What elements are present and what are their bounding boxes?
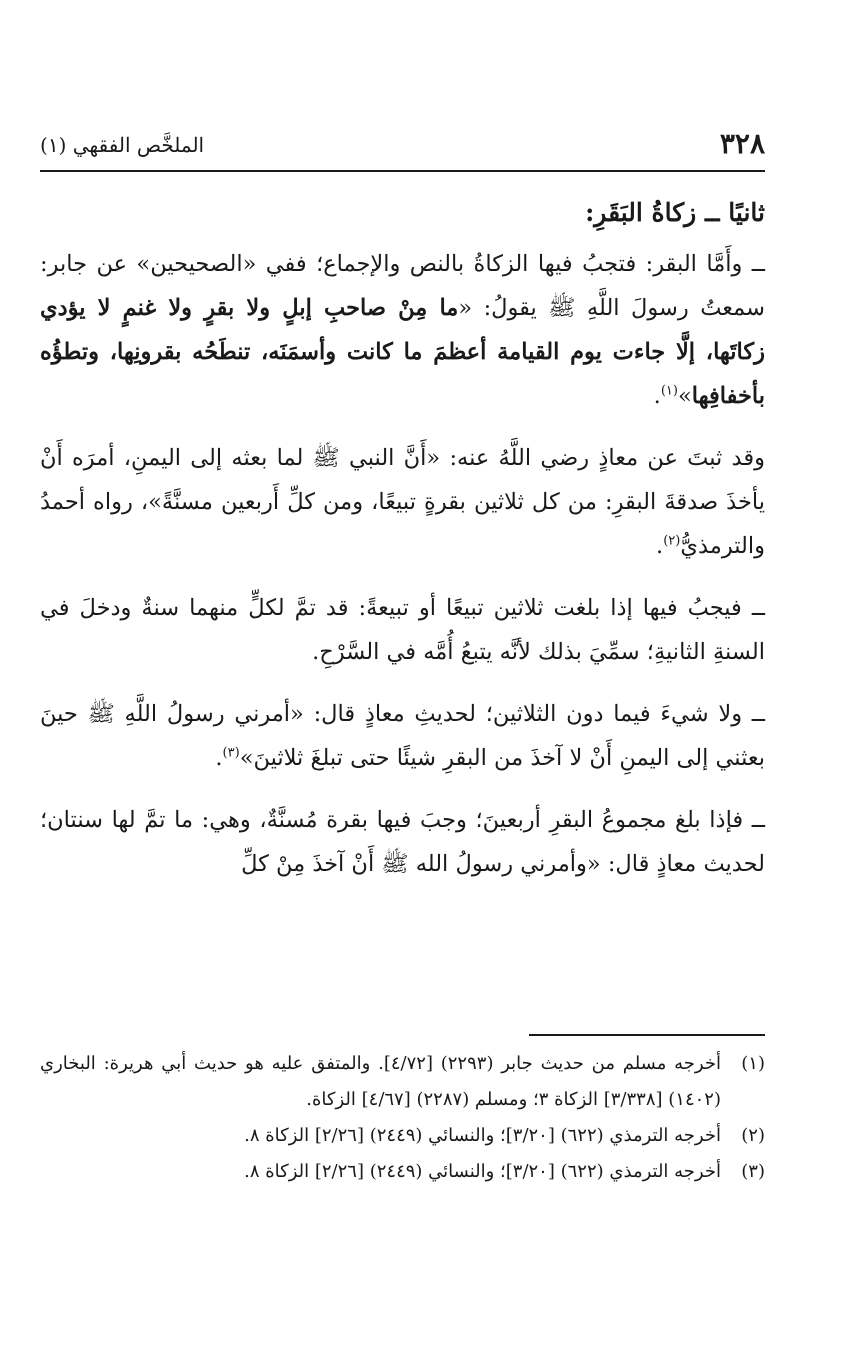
footnote-text: أخرجه الترمذي (٦٢٢) [٣/٢٠]؛ والنسائي (٢٤٤٩) [٢/٢٦] الزكاة ٨. [244,1161,721,1182]
paragraph-end: . [656,533,664,559]
hadith-text: ما مِنْ صاحبِ إبلٍ ولا بقرٍ ولا غنمٍ لا يؤدي زكاتَها، إلَّا جاءت يوم القيامة أعظمَ ما كانت وأسمَنَه، تنطَحُه بقرونِها، وتطؤُه بأخفافِها [40,295,765,409]
footnote-ref-3[interactable]: (٣) [222,745,240,761]
quote-close: » [677,383,692,409]
book-title: الملخَّص الفقهي (١) [40,133,205,157]
paragraph-4 [40,692,765,780]
paragraph-2 [40,436,765,568]
footnote-ref-1[interactable]: (١) [660,383,678,399]
footnote-2 [40,1118,765,1154]
footnote-3 [40,1154,765,1190]
paragraph-2-text: وقد ثبتَ عن معاذٍ رضي اللَّهُ عنه: «أَنَّ النبي ﷺ لما بعثه إلى اليمنِ، أمرَه أَنْ يأخذَ صدقةَ البقرِ: من كل ثلاثين بقرةٍ تبيعًا، ومن كلِّ أَربعين مسنَّةً»، رواه أحمدُ والترمذيُّ [40,445,765,559]
footnote-ref-2[interactable]: (٢) [663,533,681,549]
footnote-number: (٢) [741,1125,765,1146]
paragraph-5-text: ــ فإذا بلغ مجموعُ البقرِ أربعينَ؛ وجبَ فيها بقرة مُسنَّةٌ، وهي: ما تمَّ لها سنتان؛ لحديث معاذٍ قال: «وأمرني رسولُ الله ﷺ أَنْ آخذَ مِنْ كلِّ [40,807,765,877]
paragraph-3-text: ــ فيجبُ فيها إذا بلغت ثلاثين تبيعًا أو تبيعةً: قد تمَّ لكلٍّ منهما سنةٌ ودخلَ في السنةِ الثانيةِ؛ سمِّيَ بذلك لأنَّه يتبعُ أُمَّه في السَّرْحِ. [40,595,765,665]
paragraph-1 [40,242,765,418]
footnote-1 [40,1046,765,1118]
section-heading: ثانيًا ــ زكاةُ البَقَرِ: [585,198,765,227]
footnote-number: (٣) [741,1161,765,1182]
header-rule [40,170,765,172]
page-number: ٣٢٨ [719,127,765,160]
running-header [40,126,765,166]
paragraph-4-text: ــ ولا شيءَ فيما دون الثلاثين؛ لحديثِ معاذٍ قال: «أمرني رسولُ اللَّهِ ﷺ حينَ بعثني إلى اليمنِ أَنْ لا آخذَ من البقرِ شيئًا حتى تبلغَ ثلاثينَ» [40,701,765,771]
paragraph-5 [40,798,765,886]
main-text [40,188,765,904]
paragraph-end: . [653,383,661,409]
footnote-text: أخرجه الترمذي (٦٢٢) [٣/٢٠]؛ والنسائي (٢٤٤٩) [٢/٢٦] الزكاة ٨. [244,1125,721,1146]
footnote-text: أخرجه مسلم من حديث جابر (٢٢٩٣) [٤/٧٢]. والمتفق عليه هو حديث أبي هريرة: البخاري (١٤٠٢) [٣/٣٣٨] الزكاة ٣؛ ومسلم (٢٢٨٧) [٤/٦٧] الزكاة. [40,1053,721,1110]
paragraph-1-lead: ــ وأَمَّا البقر: فتجبُ فيها الزكاةُ بالنص والإجماع؛ ففي «الصحيحين» عن جابر: سمعتُ رسولَ اللَّهِ ﷺ يقولُ: « [40,251,765,321]
paragraph-3 [40,586,765,674]
footnote-number: (١) [741,1053,765,1074]
paragraph-end: . [215,745,223,771]
footnotes [40,1046,765,1190]
footnote-separator [529,1034,765,1036]
